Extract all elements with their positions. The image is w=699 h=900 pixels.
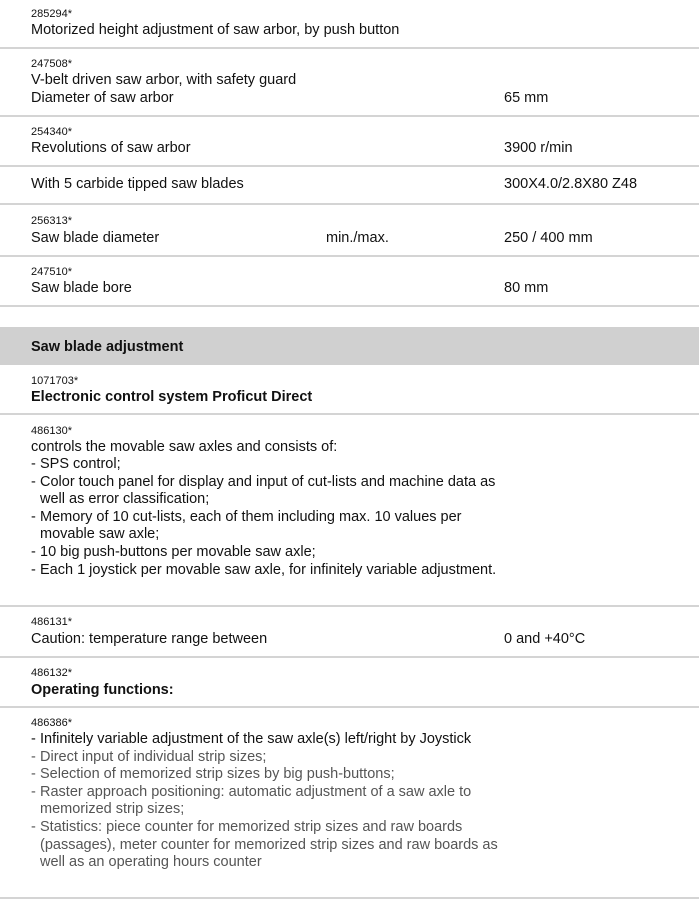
item-value: 65 mm (504, 90, 549, 106)
item-label: With 5 carbide tipped saw blades (31, 176, 244, 192)
list-item: - Statistics: piece counter for memorized strip sizes and raw boards (passages), meter counter for memorized strip sizes and raw boards as well as an operating hours counter (31, 819, 500, 872)
list-item: - Each 1 joystick per movable saw axle, for infinitely variable adjustment. (31, 562, 500, 580)
item-code: 1071703* (31, 375, 79, 387)
item-value: 3900 r/min (504, 140, 573, 156)
item-title: Operating functions: (31, 682, 174, 698)
item-code: 486130* (31, 425, 72, 437)
row-divider (0, 897, 699, 899)
item-label: Revolutions of saw arbor (31, 140, 191, 156)
item-label: Motorized height adjustment of saw arbor, by push button (31, 22, 400, 38)
list-item: - Raster approach positioning: automatic adjustment of a saw axle to memorized strip sizes; (31, 784, 500, 819)
row-divider (0, 706, 699, 708)
item-qualifier: min./max. (326, 230, 389, 246)
item-label: Saw blade diameter (31, 230, 160, 246)
item-label: Saw blade bore (31, 280, 132, 296)
item-code: 247508* (31, 58, 72, 70)
row-divider (0, 413, 699, 415)
item-value: 300X4.0/2.8X80 Z48 (504, 176, 638, 192)
list-item: - Memory of 10 cut-lists, each of them including max. 10 values per movable saw axle; (31, 509, 500, 544)
function-list (31, 731, 500, 872)
row-divider (0, 47, 699, 49)
item-value: 80 mm (504, 280, 549, 296)
feature-list (31, 456, 500, 579)
item-label: Caution: temperature range between (31, 631, 268, 647)
row-divider (0, 605, 699, 607)
list-item: - Selection of memorized strip sizes by big push-buttons; (31, 766, 500, 784)
row-divider (0, 165, 699, 167)
list-item: - Infinitely variable adjustment of the saw axle(s) left/right by Joystick (31, 731, 500, 749)
row-divider (0, 305, 699, 307)
list-item: - 10 big push-buttons per movable saw axle; (31, 544, 500, 562)
item-code: 254340* (31, 126, 72, 138)
row-divider (0, 115, 699, 117)
item-label-secondary: Diameter of saw arbor (31, 90, 174, 106)
item-code: 285294* (31, 8, 72, 20)
item-code: 486132* (31, 667, 72, 679)
row-divider (0, 255, 699, 257)
item-code: 247510* (31, 266, 72, 278)
item-label: V-belt driven saw arbor, with safety guard (31, 72, 297, 88)
item-intro: controls the movable saw axles and consists of: (31, 439, 338, 455)
item-value: 0 and +40°C (504, 631, 586, 647)
list-item: - Direct input of individual strip sizes; (31, 749, 500, 767)
item-code: 486131* (31, 616, 72, 628)
item-title: Electronic control system Proficut Direct (31, 389, 313, 405)
list-item: - SPS control; (31, 456, 500, 474)
item-value: 250 / 400 mm (504, 230, 593, 246)
row-divider (0, 656, 699, 658)
section-title: Saw blade adjustment (31, 339, 184, 355)
row-divider (0, 203, 699, 205)
list-item: - Color touch panel for display and input of cut-lists and machine data as well as error classification; (31, 474, 500, 509)
item-code: 256313* (31, 215, 72, 227)
item-code: 486386* (31, 717, 72, 729)
